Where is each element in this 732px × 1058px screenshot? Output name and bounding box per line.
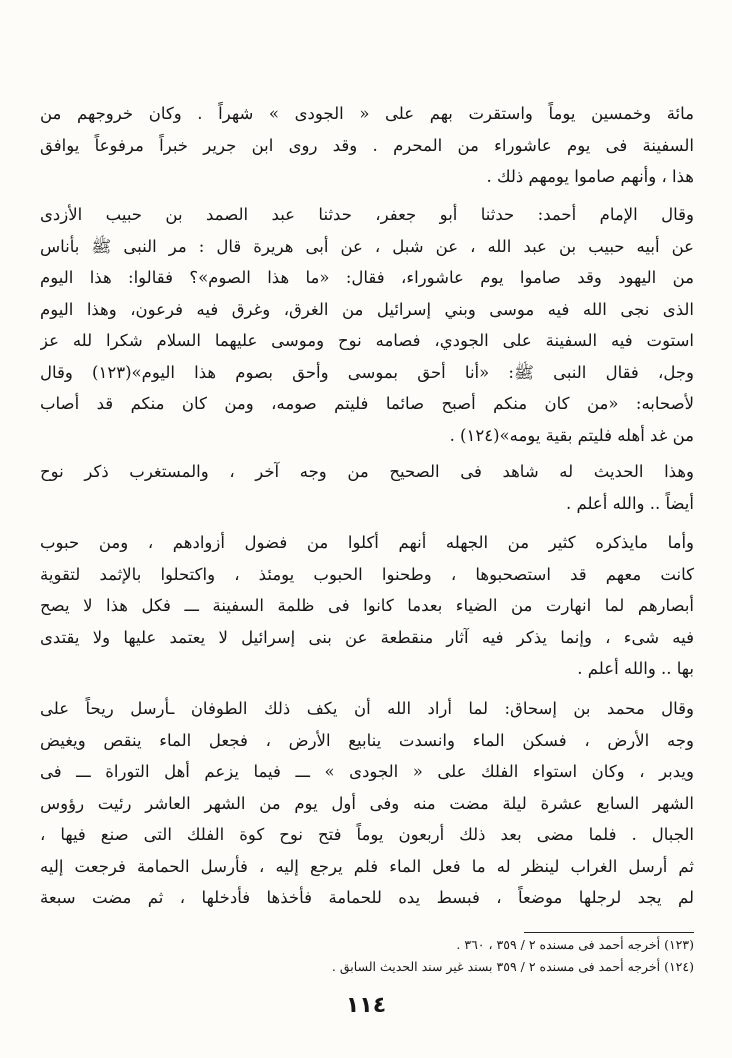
text-line: من غد أهله فليتم بقية يومه»(١٢٤) . [449, 425, 694, 445]
text-line: عن أبيه حبيب بن عبد الله ، عن شبل ، عن أبى هريرة قال : مر النبى ﷺ بأناس [40, 236, 694, 256]
text-line: وجه الأرض ، فسكن الماء وانسدت ينابيع الأرض ، فجعل الماء ينقص ويغيض [40, 730, 694, 750]
text-line: كانت معهم قد استصحبوها ، وطحنوا الحبوب يومئذ ، واكتحلوا بالإثمد لتقوية [40, 564, 694, 584]
text-line: مائة وخمسين يوماً واستقرت بهم على « الجودى » شهراً . وكان خروجهم من [40, 104, 694, 123]
text-line: لأصحابه: «من كان منكم أصبح صائما فليتم صومه، ومن كان منكم قد أصاب [40, 394, 694, 413]
text-line: وجل، فقال النبى ﷺ: «أنا أحق بموسى وأحق بصوم هذا اليوم»(١٢٣) وقال [40, 362, 694, 382]
footnote-124: (١٢٤) أخرجه أحمد فى مسنده ٢ / ٣٥٩ بسند غير سند الحديث السابق . [331, 959, 694, 974]
paragraph-4 [40, 527, 694, 685]
text-line: فيه شىء ، وإنما يذكر فيه آثار منقطعة عن بنى إسرائيل لا يعتمد عليها ولا يقتدى [40, 627, 694, 647]
text-line: بها .. والله أعلم . [577, 659, 694, 678]
footnote-divider [524, 932, 694, 933]
footnotes [40, 934, 694, 978]
text-line: ثم أرسل الغراب لينظر له ما فعل الماء فلم يرجع إليه ، فأرسل الحمامة فرجعت إليه [40, 856, 694, 876]
text-line: ويدبر ، وكان استواء الفلك على « الجودى » ـــ فيما يزعم أهل التوراة ـــ فى [40, 762, 694, 781]
text-line: أيضاً .. والله أعلم . [566, 493, 694, 513]
page-number: ١١٤ [345, 993, 387, 1018]
text-line: من اليهود وقد صاموا يوم عاشوراء، فقال: «ما هذا الصوم»؟ فقالوا: هذا اليوم [40, 268, 694, 287]
text-line: استوت فيه السفينة على الجودي، فصامه نوح وموسى عليهما السلام شكرا لله عز [40, 331, 694, 350]
text-line: السفينة فى يوم عاشوراء من المحرم . وقد روى ابن جرير خبراً مرفوعاً يوافق [40, 135, 694, 155]
footnote-123: (١٢٣) أخرجه أحمد فى مسنده ٢ / ٣٥٩ ، ٣٦٠ . [456, 937, 694, 952]
text-line: الذى نجى الله فيه موسى وبني إسرائيل من الغرق، وغرق فيه فرعون، وهذا اليوم [40, 299, 694, 319]
paragraph-5 [40, 693, 694, 914]
paragraph-3 [40, 456, 694, 519]
paragraph-1 [40, 98, 694, 193]
text-line: هذا ، وأنهم صاموا يومهم ذلك . [486, 167, 694, 186]
text-line: وهذا الحديث له شاهد فى الصحيح من وجه آخر ، والمستغرب ذكر نوح [40, 462, 694, 481]
text-line: أبصارهم لما انهارت من الضياء بعدما كانوا فى ظلمة السفينة ـــ فكل هذا لا يصح [40, 596, 694, 615]
text-line: وقال محمد بن إسحاق: لما أراد الله أن يكف ذلك الطوفان ـأرسل ريحاً على [40, 699, 694, 718]
text-line: لم يجد لرجلها موضعاً ، فبسط يده للحمامة فأخذها فأدخلها ، ثم مضت سبعة [40, 888, 694, 907]
text-line: الشهر السابع عشرة ليلة مضت منه وفى أول يوم من الشهر العاشر رئيت رؤوس [40, 793, 694, 813]
paragraph-2 [40, 199, 694, 451]
text-line: وقال الإمام أحمد: حدثنا أبو جعفر، حدثنا عبد الصمد بن حبيب الأزدى [40, 205, 694, 224]
text-line: الجبال . فلما مضى بعد ذلك أربعون يوماً فتح نوح كوة الفلك التى صنع فيها ، [40, 825, 694, 844]
text-line: وأما مايذكره كثير من الجهله أنهم أكلوا من فضول أزوادهم ، ومن حبوب [40, 533, 694, 552]
